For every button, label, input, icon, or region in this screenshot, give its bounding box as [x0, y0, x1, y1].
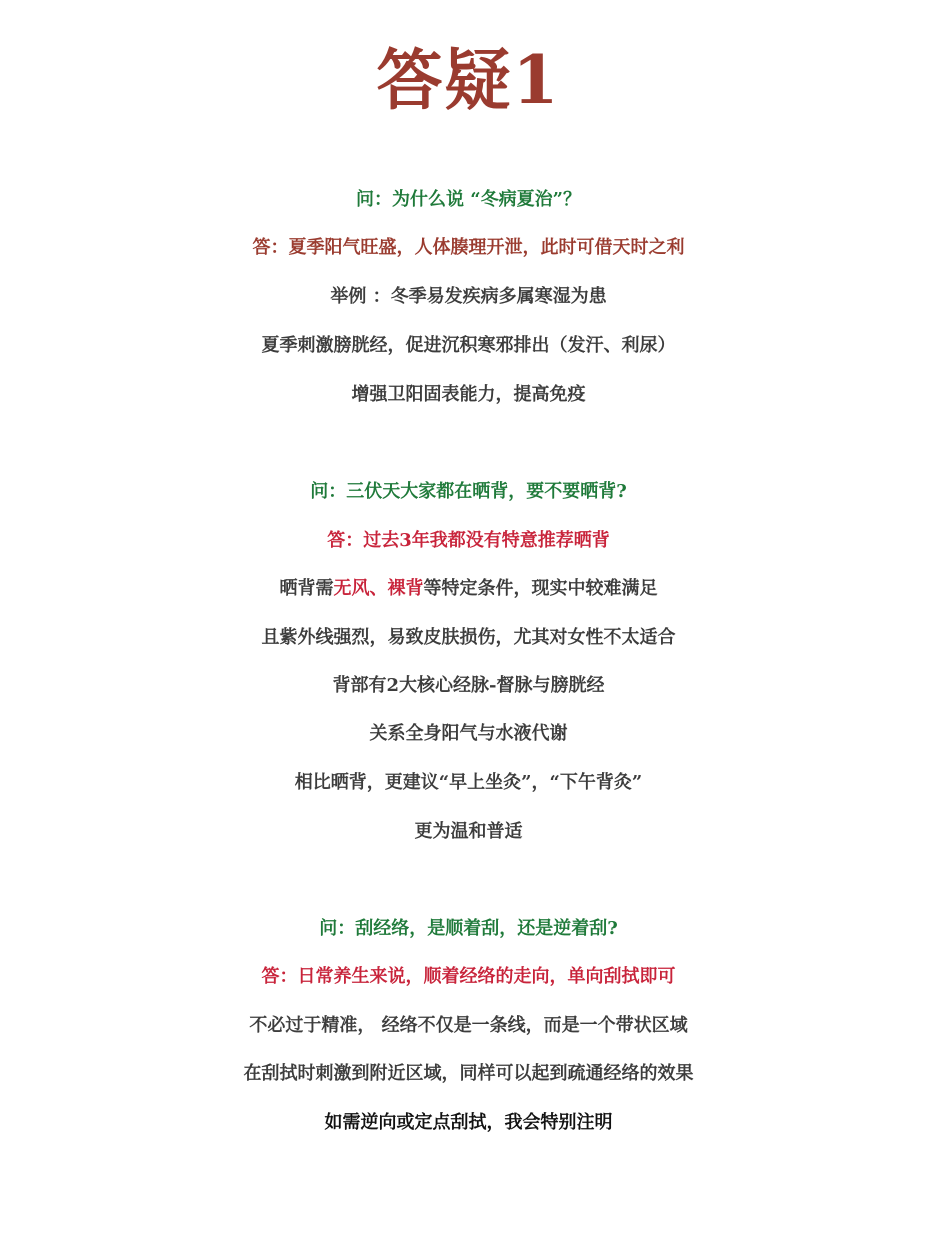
qa1-line-3: 增强卫阳固表能力，提高免疫 — [351, 384, 586, 405]
qa1-question: 问：为什么说 “冬病夏治”？ — [356, 189, 581, 210]
qa3-line-2: 在刮拭时刺激到附近区域，同样可以起到疏通经络的效果 — [243, 1063, 694, 1084]
qa3-question: 问：刮经络，是顺着刮，还是逆着刮? — [319, 918, 618, 939]
qa2-line-6: 更为温和普适 — [414, 821, 523, 842]
qa2-question: 问：三伏天大家都在晒背，要不要晒背? — [310, 481, 627, 502]
qa1-line-1: 举例 ：冬季易发疾病多属寒湿为患 — [330, 286, 607, 307]
qa2-answer: 答：过去3年我都没有特意推荐晒背 — [327, 530, 610, 551]
qa2-line-3: 背部有2大核心经脉-督脉与膀胱经 — [332, 675, 605, 696]
qa2-line-1 — [0, 567, 937, 611]
qa1-answer: 答：夏季阳气旺盛，人体腠理开泄，此时可借天时之利 — [252, 237, 685, 258]
qa3-line-1: 不必过于精准， 经络不仅是一条线，而是一个带状区域 — [249, 1015, 688, 1036]
qa2-line-1-pre: 晒背需 — [279, 578, 334, 599]
qa2-line-4: 关系全身阳气与水液代谢 — [369, 723, 568, 744]
qa3-answer: 答：日常养生来说，顺着经络的走向，单向刮拭即可 — [261, 966, 676, 987]
qa3-emphasis: 如需逆向或定点刮拭，我会特别注明 — [324, 1112, 613, 1133]
qa2-line-5: 相比晒背，更建议“早上坐灸”，“下午背灸” — [294, 772, 643, 793]
page-title: 答疑1 — [376, 41, 561, 119]
qa2-line-1-post: 等特定条件，现实中较难满足 — [423, 578, 658, 599]
qa1-line-2: 夏季刺激膀胱经，促进沉积寒邪排出（发汗、利尿） — [261, 335, 676, 356]
qa2-line-2: 且紫外线强烈，易致皮肤损伤，尤其对女性不太适合 — [261, 627, 676, 648]
qa2-line-1-highlight: 无风、裸背 — [333, 578, 424, 599]
